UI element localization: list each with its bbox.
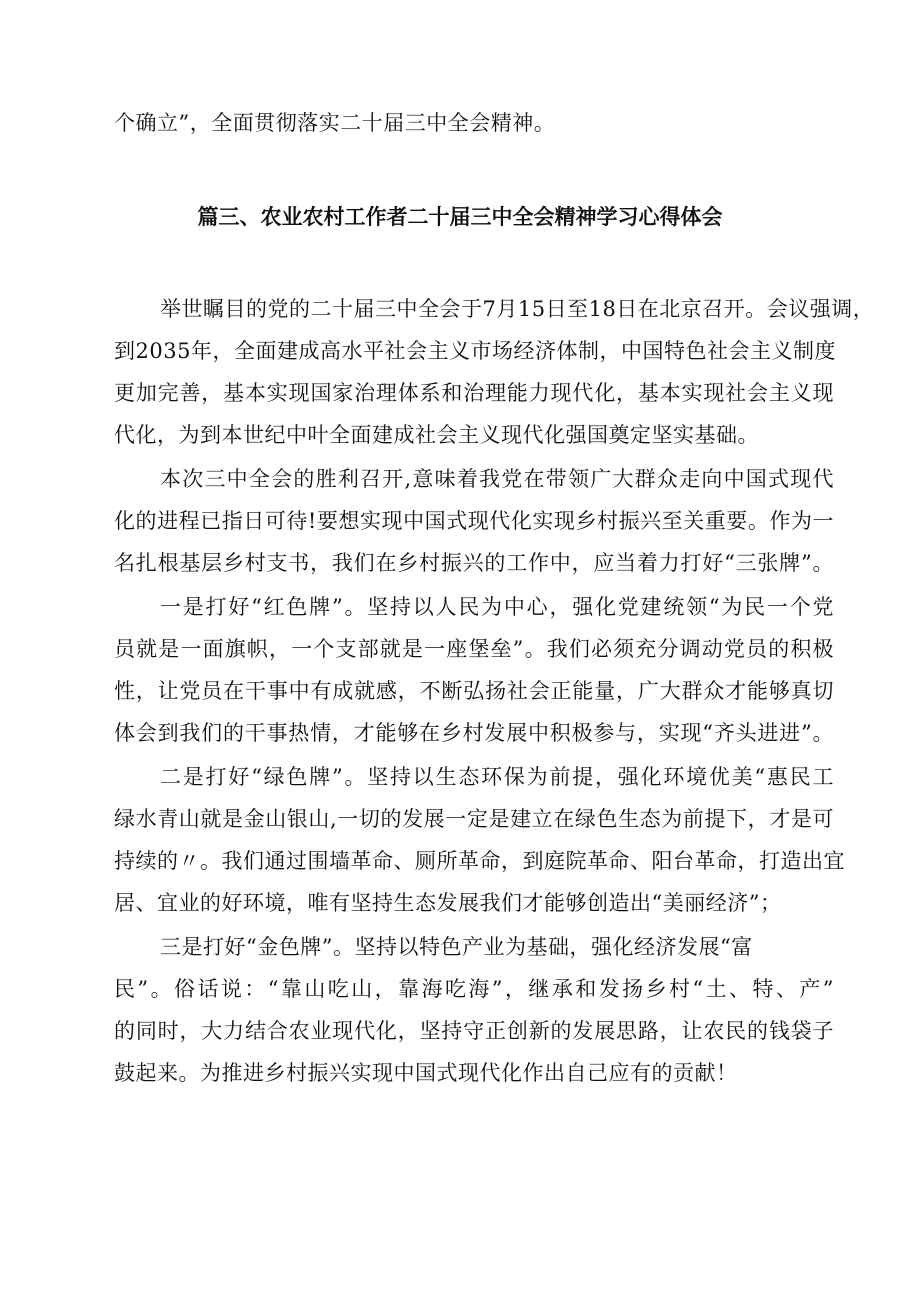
paragraph-4-line-2: 绿水青山就是金山银山,一切的发展一定是建立在绿色生态为前提下，才是可 <box>114 807 834 831</box>
paragraph-1-line-4: 代化，为到本世纪中叶全面建成社会主义现代化强国奠定坚实基础。 <box>114 423 759 447</box>
paragraph-5-line-2: 民”。俗话说：“靠山吃山，靠海吃海”，继承和发扬乡村“土、特、产” <box>114 977 834 1001</box>
section-title: 篇三、农业农村工作者二十届三中全会精神学习心得体会 <box>197 205 723 229</box>
paragraph-1-line-2: 到2035年，全面建成高水平社会主义市场经济体制，中国特色社会主义制度 <box>114 339 836 363</box>
paragraph-3-line-4: 体会到我们的干事热情，才能够在乡村发展中积极参与，实现“齐头进进”。 <box>114 721 834 745</box>
paragraph-5-line-3: 的同时，大力结合农业现代化，坚持守正创新的发展思路，让农民的钱袋子 <box>114 1019 834 1043</box>
paragraph-4-line-1: 二是打好“绿色牌”。坚持以生态环保为前提，强化环境优美“惠民工 <box>160 765 834 789</box>
paragraph-5-line-1: 三是打好“金色牌”。坚持以特色产业为基础，强化经济发展“富 <box>160 935 753 959</box>
paragraph-3-line-3: 性，让党员在干事中有成就感，不断弘扬社会正能量，广大群众才能够真切 <box>114 679 834 703</box>
paragraph-1-line-1: 举世瞩目的党的二十届三中全会于7月15日至18日在北京召开。会议强调， <box>160 297 875 321</box>
paragraph-4-line-3: 持续的〃。我们通过围墙革命、厕所革命，到庭院革命、阳台革命，打造出宜 <box>114 849 845 873</box>
paragraph-2-line-1: 本次三中全会的胜利召开,意味着我党在带领广大群众走向中国式现代 <box>160 467 834 491</box>
paragraph-3-line-1: 一是打好“红色牌”。坚持以人民为中心，强化党建统领“为民一个党 <box>160 595 834 619</box>
paragraph-3-line-2: 员就是一面旗帜，一个支部就是一座堡垒”。我们必须充分调动党员的积极 <box>114 637 834 661</box>
paragraph-4-line-4: 居、宜业的好环境，唯有坚持生态发展我们才能够创造出“美丽经济”； <box>114 891 782 915</box>
lead-line: 个确立”，全面贯彻落实二十届三中全会精神。 <box>114 111 556 135</box>
paragraph-2-line-3: 名扎根基层乡村支书，我们在乡村振兴的工作中，应当着力打好“三张牌”。 <box>114 551 834 575</box>
paragraph-1-line-3: 更加完善，基本实现国家治理体系和治理能力现代化，基本实现社会主义现 <box>114 381 834 405</box>
paragraph-2-line-2: 化的进程已指日可待!要想实现中国式现代化实现乡村振兴至关重要。作为一 <box>114 509 834 533</box>
paragraph-5-line-4: 鼓起来。为推进乡村振兴实现中国式现代化作出自己应有的贡献！ <box>114 1061 738 1085</box>
